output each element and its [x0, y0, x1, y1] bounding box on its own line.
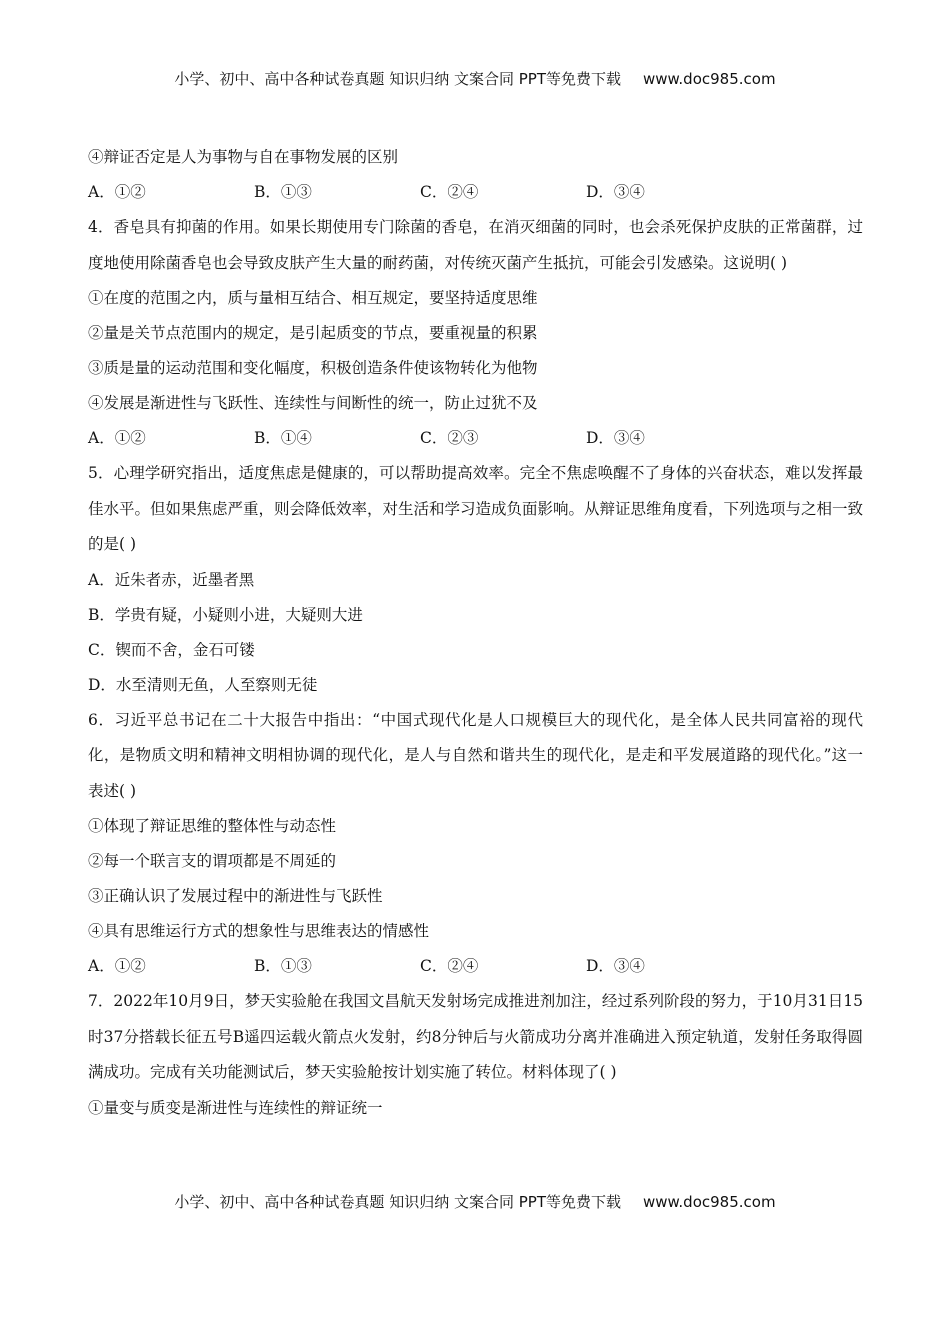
header-site-link[interactable]: www.doc985.com [642, 70, 776, 88]
q4-statement-2: ②量是关节点范围内的规定，是引起质变的节点，要重视量的积累 [88, 324, 538, 342]
q6-choice-c: C．②④ [420, 957, 479, 975]
footer-text: 小学、初中、高中各种试卷真题 知识归纳 文案合同 PPT等免费下载 [174, 1193, 621, 1211]
q3-choice-c: C．②④ [420, 183, 479, 201]
q4-stem: 4．香皂具有抑菌的作用。如果长期使用专门除菌的香皂，在消灭细菌的同时，也会杀死保护皮肤的正常菌群，过度地使用除菌香皂也会导致皮肤产生大量的耐药菌，对传统灭菌产生抵抗，可能会引发感染。这说明( ) [88, 218, 863, 272]
q4-choice-b: B．①④ [254, 429, 312, 447]
q3-choices [88, 175, 863, 210]
q4-statement-3: ③质是量的运动范围和变化幅度，积极创造条件使该物转化为他物 [88, 359, 538, 377]
q3-choice-d: D．③④ [586, 183, 645, 201]
exam-content [88, 140, 863, 1126]
q7-stem: 7．2022年10月9日，梦天实验舱在我国文昌航天发射场完成推进剂加注，经过系列阶段的努力，于10月31日15时37分搭载长征五号B遥四运载火箭点火发射，约8分钟后与火箭成功分离并准确进入预定轨道，发射任务取得圆满成功。完成有关功能测试后，梦天实验舱按计划实施了转位。材料体现了( ) [88, 992, 863, 1081]
q4-choice-a: A．①② [88, 429, 146, 447]
q3-statement-4: ④辩证否定是人为事物与自在事物发展的区别 [88, 148, 399, 166]
q6-statement-4: ④具有思维运行方式的想象性与思维表达的情感性 [88, 922, 430, 940]
footer-site-link[interactable]: www.doc985.com [642, 1193, 776, 1211]
q6-choices [88, 949, 863, 984]
q6-stem: 6．习近平总书记在二十大报告中指出：“中国式现代化是人口规模巨大的现代化，是全体人民共同富裕的现代化，是物质文明和精神文明相协调的现代化，是人与自然和谐共生的现代化，是走和平发展道路的现代化。”这一表述( ) [88, 710, 863, 800]
q6-choice-b: B．①③ [254, 957, 312, 975]
q6-choice-d: D．③④ [586, 957, 645, 975]
q5-option-c: C．锲而不舍，金石可镂 [88, 640, 255, 659]
page-header [0, 68, 950, 89]
q6-statement-2: ②每一个联言支的谓项都是不周延的 [88, 852, 337, 870]
q6-statement-1: ①体现了辩证思维的整体性与动态性 [88, 817, 337, 835]
q4-statement-1: ①在度的范围之内，质与量相互结合、相互规定，要坚持适度思维 [88, 289, 538, 307]
q3-choice-a: A．①② [88, 183, 146, 201]
header-text: 小学、初中、高中各种试卷真题 知识归纳 文案合同 PPT等免费下载 [174, 70, 621, 88]
q7-statement-1: ①量变与质变是渐进性与连续性的辩证统一 [88, 1098, 383, 1117]
q5-stem: 5．心理学研究指出，适度焦虑是健康的，可以帮助提高效率。完全不焦虑唤醒不了身体的兴奋状态，难以发挥最佳水平。但如果焦虑严重，则会降低效率，对生活和学习造成负面影响。从辩证思维角度看，下列选项与之相一致的是( ) [88, 464, 864, 553]
q5-option-d: D．水至清则无鱼，人至察则无徒 [88, 675, 318, 694]
page-footer [0, 1191, 950, 1212]
q6-statement-3: ③正确认识了发展过程中的渐进性与飞跃性 [88, 887, 383, 905]
q3-choice-b: B．①③ [254, 183, 312, 201]
q6-choice-a: A．①② [88, 957, 146, 975]
q4-choices [88, 421, 863, 456]
q4-choice-d: D．③④ [586, 429, 645, 447]
q4-choice-c: C．②③ [420, 429, 479, 447]
q5-option-b: B．学贵有疑，小疑则小进，大疑则大进 [88, 605, 363, 624]
q5-option-a: A．近朱者赤，近墨者黑 [88, 570, 255, 589]
q4-statement-4: ④发展是渐进性与飞跃性、连续性与间断性的统一，防止过犹不及 [88, 394, 538, 412]
